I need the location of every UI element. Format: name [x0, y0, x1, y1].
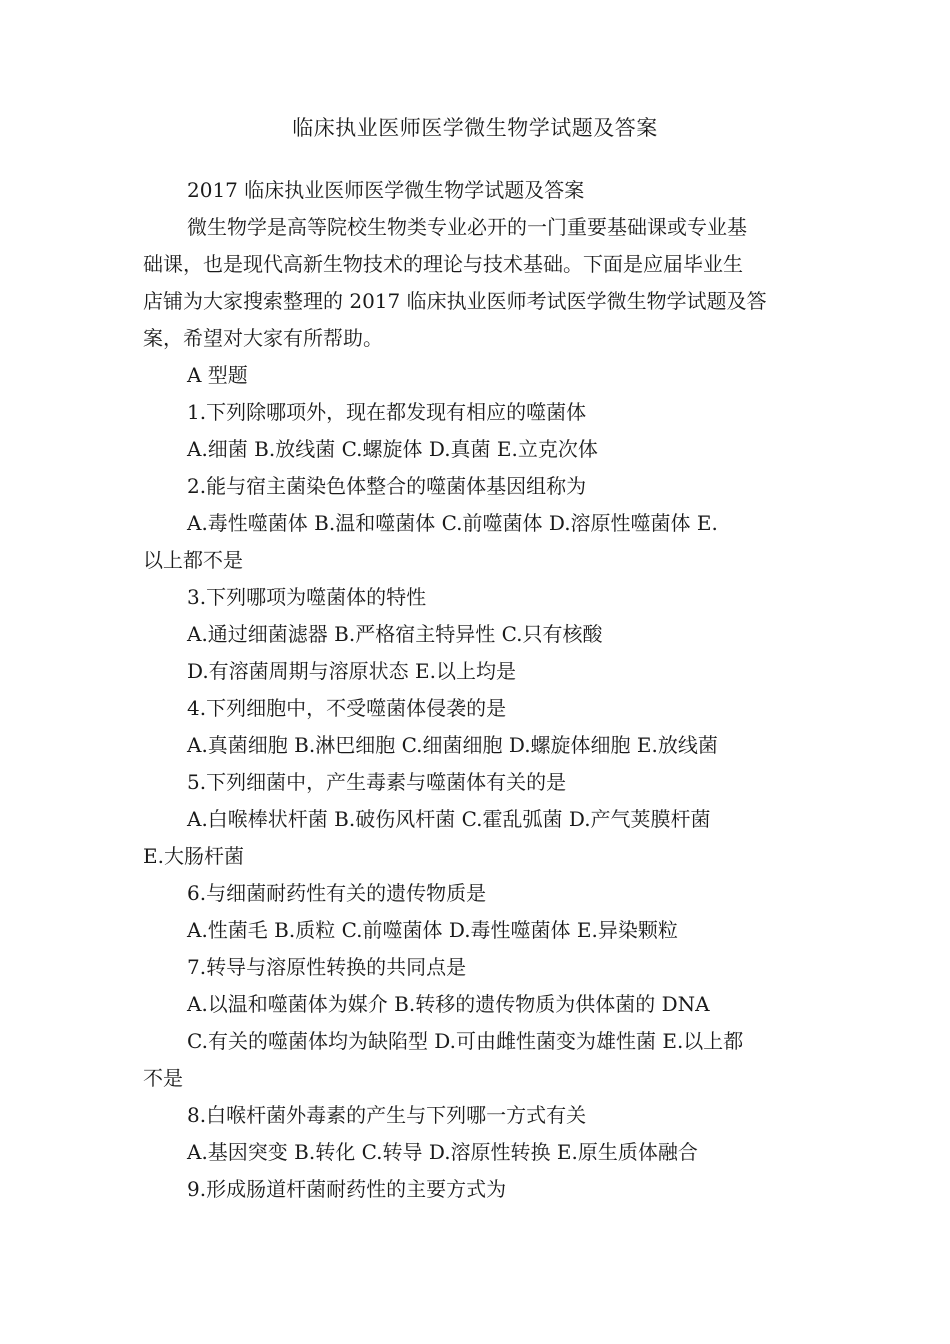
options-2: A.毒性噬菌体 B.温和噬菌体 C.前噬菌体 D.溶原性噬菌体 E. — [187, 511, 718, 535]
options-7: A.以温和噬菌体为媒介 B.转移的遗传物质为供体菌的 DNA — [187, 992, 710, 1016]
question-9: 9.形成肠道杆菌耐药性的主要方式为 — [187, 1177, 507, 1201]
question-8: 8.白喉杆菌外毒素的产生与下列哪一方式有关 — [187, 1103, 587, 1127]
options-4: A.真菌细胞 B.淋巴细胞 C.细菌细胞 D.螺旋体细胞 E.放线菌 — [187, 733, 718, 757]
question-7: 7.转导与溶原性转换的共同点是 — [187, 955, 467, 979]
options-8: A.基因突变 B.转化 C.转导 D.溶原性转换 E.原生质体融合 — [187, 1140, 698, 1164]
text-line: 础课，也是现代高新生物技术的理论与技术基础。下面是应届毕业生 — [143, 252, 743, 276]
text-line: 微生物学是高等院校生物类专业必开的一门重要基础课或专业基 — [187, 215, 747, 239]
options-2-continued: 以上都不是 — [143, 548, 243, 572]
options-7-wrap: 不是 — [143, 1066, 183, 1090]
options-5-continued: E.大肠杆菌 — [143, 844, 244, 868]
question-2: 2.能与宿主菌染色体整合的噬菌体基因组称为 — [187, 474, 587, 498]
text-line: 店铺为大家搜索整理的 2017 临床执业医师考试医学微生物学试题及答 — [143, 289, 767, 313]
options-3: A.通过细菌滤器 B.严格宿主特异性 C.只有核酸 — [187, 622, 603, 646]
document-body — [143, 172, 809, 1208]
options-5: A.白喉棒状杆菌 B.破伤风杆菌 C.霍乱弧菌 D.产气荚膜杆菌 — [187, 807, 711, 831]
options-1: A.细菌 B.放线菌 C.螺旋体 D.真菌 E.立克次体 — [187, 437, 598, 461]
question-3: 3.下列哪项为噬菌体的特性 — [187, 585, 427, 609]
section-heading: A 型题 — [187, 363, 248, 387]
question-6: 6.与细菌耐药性有关的遗传物质是 — [187, 881, 487, 905]
options-6: A.性菌毛 B.质粒 C.前噬菌体 D.毒性噬菌体 E.异染颗粒 — [187, 918, 678, 942]
document-title: 临床执业医师医学微生物学试题及答案 — [292, 116, 658, 140]
question-5: 5.下列细菌中，产生毒素与噬菌体有关的是 — [187, 770, 567, 794]
options-7-continued: C.有关的噬菌体均为缺陷型 D.可由雌性菌变为雄性菌 E.以上都 — [187, 1029, 744, 1053]
text-line: 案，希望对大家有所帮助。 — [143, 326, 383, 350]
question-4: 4.下列细胞中，不受噬菌体侵袭的是 — [187, 696, 507, 720]
options-3-continued: D.有溶菌周期与溶原状态 E.以上均是 — [187, 659, 516, 683]
text-line: 2017 临床执业医师医学微生物学试题及答案 — [187, 178, 585, 202]
question-1: 1.下列除哪项外，现在都发现有相应的噬菌体 — [187, 400, 587, 424]
